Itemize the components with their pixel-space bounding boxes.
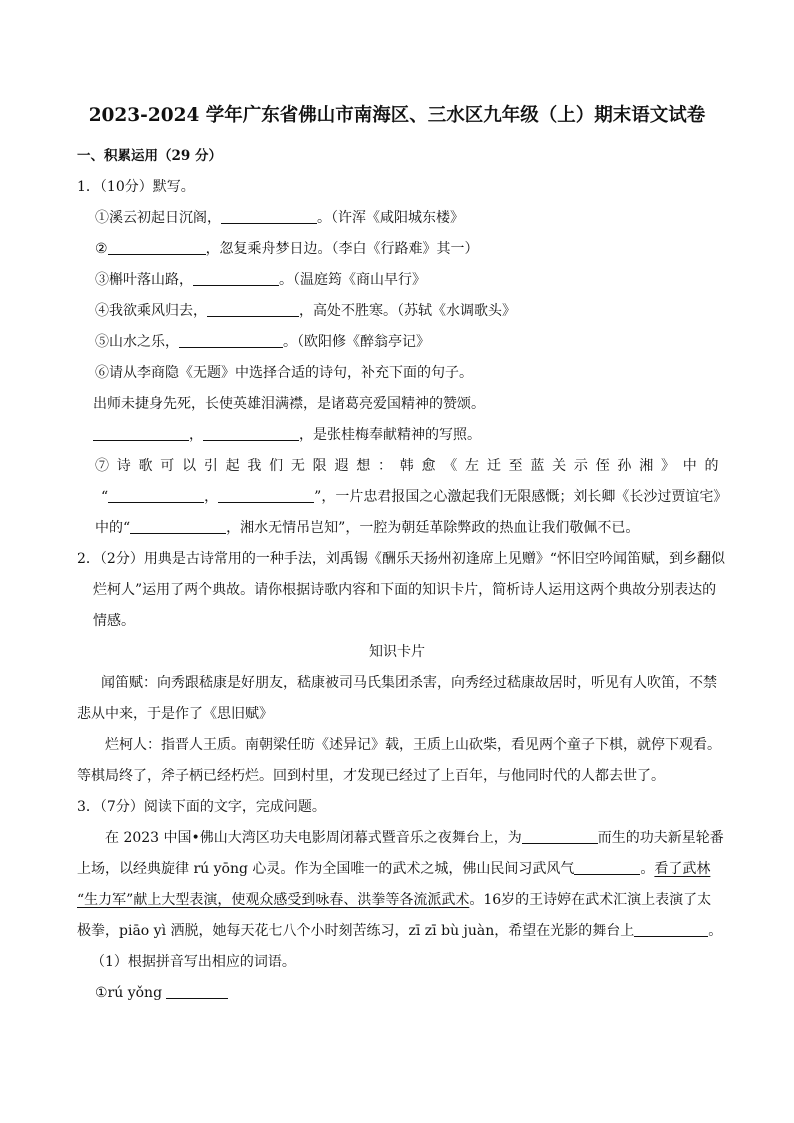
q1-item-5-text: ⑤山水之乐，	[95, 334, 179, 350]
comma: ，	[189, 427, 203, 443]
q1-item-2-text: ②	[95, 241, 108, 257]
q3-passage-line1	[105, 829, 724, 847]
q3-passage-text: 。	[708, 923, 723, 939]
q1-item-6-blanks	[93, 426, 481, 444]
q1-item-1-text: ①溪云初起日沉阁，	[95, 210, 221, 226]
q3-passage-text: 而生的功夫新星轮番	[597, 830, 724, 846]
knowledge-card-p2-line2: 等棋局终了，斧子柄已经朽烂。回到村里，才发现已经过了上百年，与他同时代的人都去世了。	[77, 768, 665, 784]
section-heading: 一、积累运用（29 分）	[77, 148, 222, 164]
q2-line1: 2．（2分）用典是古诗常用的一种手法，刘禹锡《酬乐天扬州初逢席上见赠》“怀旧空吟闻笛赋，到乡翻似	[77, 551, 725, 567]
answer-blank[interactable]	[203, 426, 299, 441]
q1-item-6-line: 出师未捷身先死，长使英雄泪满襟，是诸葛亮爱国精神的赞颂。	[93, 396, 485, 412]
answer-blank[interactable]	[522, 829, 598, 844]
answer-blank[interactable]	[207, 302, 299, 317]
q3-passage-text: 极拳，piāo yì 洒脱，她每天花七八个小时刻苦练习，zī zī bù juàn，希望在光影的舞台上	[77, 923, 635, 939]
q1-item-5	[95, 333, 430, 351]
q3-passage-text: 上场，以经典旋律 rú yōng 心灵。作为全国唯一的武术之城，佛山民间习武风气	[77, 861, 575, 877]
q1-item-1	[95, 209, 464, 227]
q2-line3: 情感。	[93, 613, 135, 629]
q3-passage-text: 。16岁的王诗婷在武术汇演上表演了太	[469, 892, 712, 908]
answer-blank[interactable]	[93, 426, 189, 441]
q1-item-5-source: 。（欧阳修《醉翁亭记》	[283, 334, 430, 350]
q1-item-7-line3	[95, 519, 639, 537]
q3-passage-line2	[77, 860, 710, 878]
answer-blank[interactable]	[130, 519, 226, 534]
q1-item-7-line2-tail: ”，一片忠君报国之心激起我们无限感慨；刘长卿《长沙过贾谊宅》	[314, 489, 728, 505]
answer-blank[interactable]	[166, 984, 228, 999]
answer-blank[interactable]	[574, 860, 640, 875]
q1-item-3	[95, 271, 426, 289]
knowledge-card-p2-line1: 烂柯人：指晋人王质。南朝梁任昉《述异记》载，王质上山砍柴，看见两个童子下棋，就停下观看。	[105, 737, 721, 753]
answer-blank[interactable]	[218, 488, 314, 503]
q1-item-7-line2	[101, 488, 727, 506]
q3-sub1-item-label: ①rú yǒng	[95, 985, 163, 1001]
knowledge-card-p1-line1: 闻笛赋：向秀跟嵇康是好朋友，嵇康被司马氏集团杀害，向秀经过嵇康故居时，听见有人吹笛，不禁	[101, 675, 717, 691]
q1-item-7-line3-tail: ，湘水无情吊岂知”，一腔为朝廷革除弊政的热血让我们敬佩不已。	[226, 520, 640, 536]
q1-item-3-source: 。（温庭筠《商山早行》	[279, 272, 426, 288]
q3-passage-line3	[77, 891, 711, 909]
q1-item-6: ⑥请从李商隐《无题》中选择合适的诗句，补充下面的句子。	[95, 365, 473, 381]
q2-line2: 烂柯人”运用了两个典故。请你根据诗歌内容和下面的知识卡片，简析诗人运用这两个典故分别表达的	[93, 582, 717, 598]
q1-item-4-source: ，高处不胜寒。（苏轼《水调歌头》	[299, 303, 516, 319]
answer-blank[interactable]	[193, 271, 279, 286]
q3-passage-line4	[77, 922, 722, 940]
q3-sub1-item1	[95, 984, 228, 1002]
knowledge-card-title: 知识卡片	[369, 644, 425, 660]
answer-blank[interactable]	[108, 488, 204, 503]
comma: ，	[204, 489, 219, 505]
q1-item-2-source: ，忽复乘舟梦日边。（李白《行路难》其一）	[205, 241, 479, 257]
q1-item-1-source: 。（许浑《咸阳城东楼》	[317, 210, 464, 226]
q1-item-4	[95, 302, 516, 320]
q1-item-7-line3-head: 中的“	[95, 520, 131, 536]
underlined-sentence: 看了武林	[654, 861, 711, 877]
knowledge-card-p1-line2: 悲从中来，于是作了《思旧赋》	[77, 706, 273, 722]
q3-sub1: （1）根据拼音写出相应的词语。	[91, 954, 296, 970]
q1-item-3-text: ③槲叶落山路，	[95, 272, 193, 288]
q1-header: 1．（10分）默写。	[77, 179, 195, 195]
q1-item-2	[95, 240, 479, 258]
answer-blank[interactable]	[179, 333, 283, 348]
q3-passage-text: 在 2023 中国•佛山大湾区功夫电影周闭幕式暨音乐之夜舞台上，为	[105, 830, 522, 846]
q1-item-4-text: ④我欲乘风归去，	[95, 303, 207, 319]
underlined-sentence: “生力军”献上大型表演，使观众感受到咏春、洪拳等各流派武术	[77, 892, 470, 908]
page-title: 2023-2024 学年广东省佛山市南海区、三水区九年级（上）期末语文试卷	[88, 105, 706, 126]
answer-blank[interactable]	[634, 922, 708, 937]
q1-item-6-tail: ，是张桂梅奉献精神的写照。	[299, 427, 481, 443]
q3-header: 3．（7分）阅读下面的文字，完成问题。	[77, 799, 326, 815]
answer-blank[interactable]	[108, 240, 206, 255]
open-quote: “	[101, 489, 109, 505]
q1-item-7-line1: ⑦诗歌可以引起我们无限遐想：韩愈《左迁至蓝关示侄孙湘》中的	[95, 458, 719, 474]
answer-blank[interactable]	[221, 209, 317, 224]
q3-passage-text: 。	[640, 861, 655, 877]
